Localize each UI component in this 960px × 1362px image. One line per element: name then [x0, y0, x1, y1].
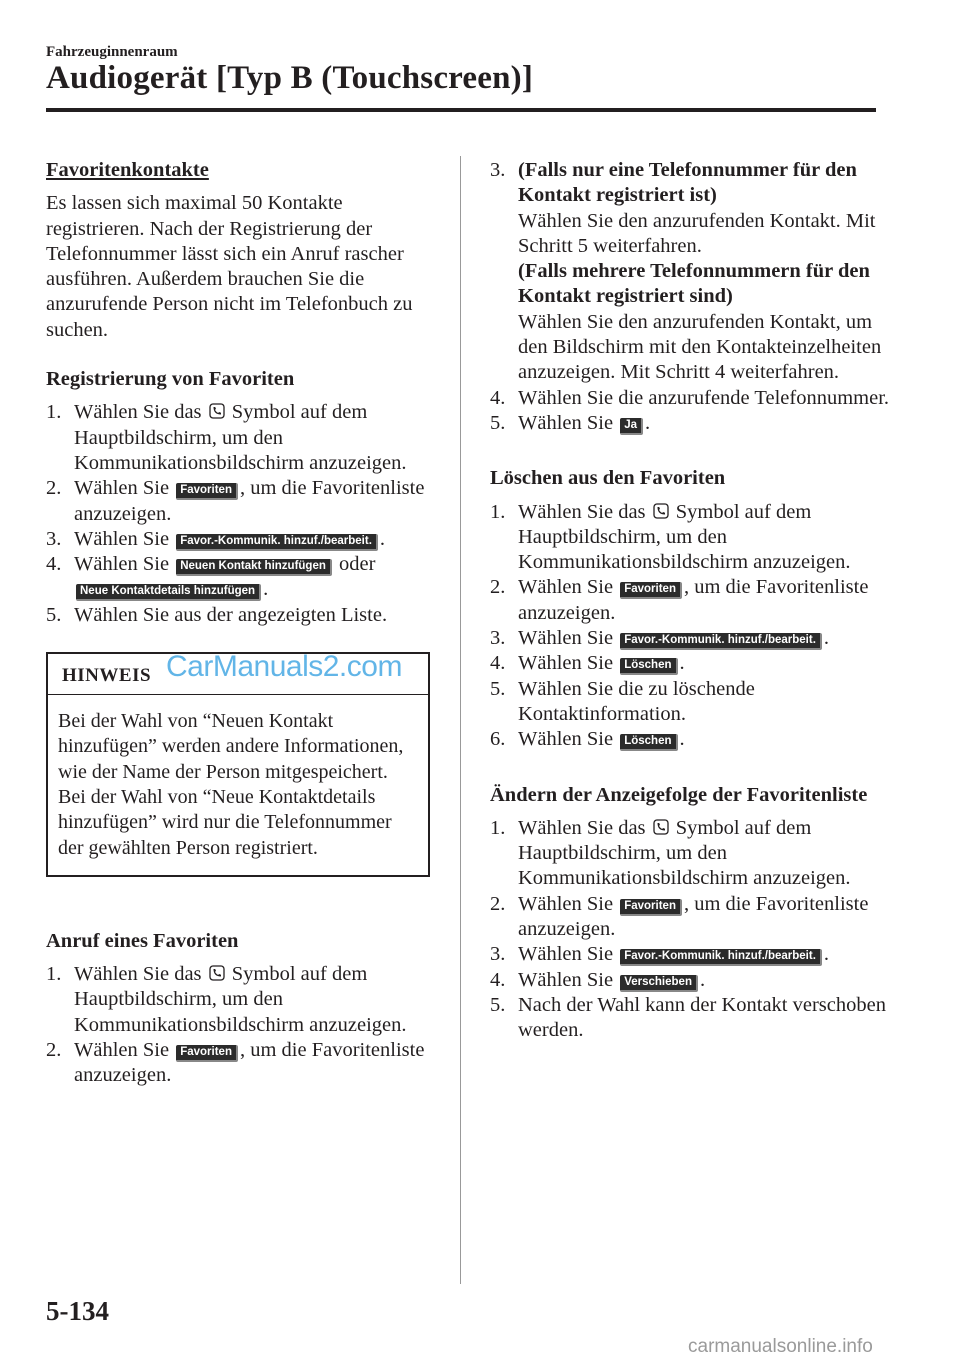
step-text: Wählen Sie die anzurufende Telefonnummer.: [518, 386, 890, 409]
list-item: [46, 552, 436, 603]
favoriten-button[interactable]: Favoriten: [176, 483, 238, 500]
list-item: [490, 626, 890, 651]
step-text: Symbol auf dem Hauptbildschirm, um den Kommunikationsbildschirm anzuzeigen.: [518, 500, 851, 574]
call-steps: [46, 962, 436, 1088]
step-text: Wählen Sie das: [518, 816, 646, 839]
list-item: [490, 386, 890, 411]
step-number: 1.: [490, 500, 506, 523]
list-item: [46, 603, 436, 628]
header-rule: [46, 108, 876, 112]
step-number: 1.: [46, 401, 62, 424]
favoriten-button[interactable]: Favoriten: [620, 582, 682, 599]
column-divider: [460, 156, 461, 1284]
list-item: [46, 1038, 436, 1089]
step-text: Wählen Sie das: [74, 401, 202, 424]
step-text: Wählen Sie: [518, 728, 614, 751]
step-text: .: [699, 968, 706, 991]
ja-button[interactable]: Ja: [620, 418, 643, 435]
note-body: Bei der Wahl von “Neuen Kontakt hinzufügen” werden andere Informationen, wie der Name der Person mitgespeichert. Bei der Wahl von “Neue Kontaktdetails hinzufügen” wird nur die Telefonnummer der gewählten Person registriert.: [58, 710, 404, 859]
step-text: , um die Favoritenliste anzuzeigen.: [518, 892, 869, 941]
step-number: 5.: [490, 677, 506, 700]
step-number: 2.: [46, 1039, 62, 1062]
page-number: 5-134: [46, 1296, 109, 1326]
list-item: [46, 400, 436, 476]
heading-call-favorite: Anruf eines Favoriten: [46, 929, 239, 952]
step-text: , um die Favoritenliste anzuzeigen.: [518, 576, 869, 624]
list-item: [490, 993, 890, 1044]
list-item: [490, 727, 890, 752]
step-text: Nach der Wahl kann der Kontakt verschoben werden.: [518, 993, 886, 1042]
step-text: , um die Favoritenliste anzuzeigen.: [74, 477, 425, 525]
phone-icon: [209, 401, 225, 417]
order-steps: [490, 816, 890, 1044]
step-number: 5.: [490, 993, 506, 1016]
list-item: [490, 651, 890, 676]
phone-icon: [653, 817, 669, 833]
phone-icon: [653, 501, 669, 517]
list-item: [490, 942, 890, 967]
verschieben-button[interactable]: Verschieben: [620, 975, 698, 992]
call-steps-continued: [490, 158, 890, 436]
add-edit-favorites-button[interactable]: Favor.-Kommunik. hinzuf./bearbeit.: [620, 949, 822, 966]
list-item: [490, 411, 890, 436]
step-text: .: [679, 728, 685, 751]
heading-delete-favorites: Löschen aus den Favoriten: [490, 467, 726, 490]
list-item: [490, 892, 890, 943]
step-text: , um die Favoritenliste anzuzeigen.: [74, 1039, 425, 1087]
step-text: Wählen Sie: [74, 477, 170, 500]
step-text: Wählen Sie: [518, 627, 614, 650]
heading-register: Registrierung von Favoriten: [46, 368, 295, 391]
step-text: .: [379, 527, 386, 550]
watermark-logo: CarManuals2.com: [166, 650, 402, 684]
step-number: 2.: [46, 477, 62, 500]
step-text: Symbol auf dem Hauptbildschirm, um den Kommunikationsbildschirm anzuzeigen.: [74, 963, 407, 1036]
step-number: 2.: [490, 576, 506, 599]
step-number: 1.: [490, 816, 506, 839]
add-edit-favorites-button[interactable]: Favor.-Kommunik. hinzuf./bearbeit.: [176, 534, 378, 551]
step-text: Wählen Sie: [518, 576, 614, 599]
step-text: Wählen Sie: [518, 652, 614, 675]
step-number: 4.: [490, 386, 506, 409]
list-item: [490, 677, 890, 728]
add-edit-favorites-button[interactable]: Favor.-Kommunik. hinzuf./bearbeit.: [620, 633, 822, 650]
add-new-contact-button[interactable]: Neuen Kontakt hinzufügen: [176, 559, 332, 576]
list-item: [490, 500, 890, 576]
step-number: 5.: [46, 603, 62, 626]
right-column: [490, 158, 890, 1044]
step-text: Wählen Sie das: [74, 963, 202, 986]
add-new-contact-details-button[interactable]: Neue Kontaktdetails hinzufügen: [76, 584, 261, 601]
step-number: 1.: [46, 963, 62, 986]
step-number: 4.: [46, 553, 62, 576]
step-number: 3.: [490, 943, 506, 966]
step-text: .: [263, 578, 269, 601]
step-text: Wählen Sie das: [518, 500, 646, 523]
favoriten-button[interactable]: Favoriten: [620, 899, 682, 916]
step-number: 4.: [490, 968, 506, 991]
left-column: [46, 158, 436, 1089]
step-text: Wählen Sie: [74, 527, 170, 550]
loeschen-button[interactable]: Löschen: [620, 658, 677, 675]
list-item: [490, 158, 890, 386]
step-text: Wählen Sie: [74, 553, 170, 576]
loeschen-button[interactable]: Löschen: [620, 734, 677, 751]
step-text: .: [823, 943, 830, 966]
step-text: Wählen Sie: [518, 943, 614, 966]
watermark-footer: carmanualsonline.info: [688, 1336, 873, 1357]
intro-paragraph: Es lassen sich maximal 50 Kontakte registrieren. Nach der Registrierung der Telefonnummer lässt sich ein Anruf rascher ausführen. Außerdem brauchen Sie die anzurufende Person nicht im Telefonbuch zu suchen.: [46, 192, 413, 341]
note-title: HINWEIS: [62, 665, 152, 687]
list-item: [46, 527, 436, 552]
step-number: 5.: [490, 411, 506, 434]
note-header: [48, 650, 428, 695]
step-number: 3.: [490, 159, 506, 181]
step-condition: (Falls nur eine Telefonnummer für den Kontakt registriert ist): [518, 159, 857, 207]
step-text: Wählen Sie den anzurufenden Kontakt. Mit Schritt 5 weiterfahren.: [518, 209, 876, 257]
step-text: Wählen Sie: [518, 968, 614, 991]
list-item: [46, 962, 436, 1038]
step-condition: (Falls mehrere Telefonnummern für den Kontakt registriert sind): [518, 260, 870, 308]
favoriten-button[interactable]: Favoriten: [176, 1045, 238, 1062]
page-title: Audiogerät [Typ B (Touchscreen)]: [46, 60, 534, 96]
list-item: [490, 816, 890, 892]
phone-icon: [209, 963, 225, 979]
list-item: [490, 968, 890, 993]
step-text: .: [823, 627, 830, 650]
step-text: Symbol auf dem Hauptbildschirm, um den Kommunikationsbildschirm anzuzeigen.: [518, 816, 851, 890]
step-text: Symbol auf dem Hauptbildschirm, um den Kommunikationsbildschirm anzuzeigen.: [74, 401, 407, 474]
step-number: 6.: [490, 728, 506, 751]
step-number: 3.: [490, 627, 506, 650]
heading-favorite-contacts: Favoritenkontakte: [46, 159, 209, 181]
section-label: Fahrzeuginnenraum: [46, 44, 178, 60]
register-steps: [46, 400, 436, 628]
step-text: Wählen Sie: [74, 1039, 170, 1062]
list-item: [46, 476, 436, 527]
list-item: [490, 575, 890, 626]
step-text: .: [679, 652, 685, 675]
delete-steps: [490, 500, 890, 753]
step-number: 2.: [490, 892, 506, 915]
note-box: [46, 652, 430, 877]
step-number: 3.: [46, 527, 62, 550]
step-text: Wählen Sie die zu löschende Kontaktinformation.: [518, 677, 755, 725]
heading-change-order: Ändern der Anzeigefolge der Favoritenliste: [490, 783, 868, 806]
step-text: oder: [339, 553, 376, 576]
step-text: Wählen Sie den anzurufenden Kontakt, um den Bildschirm mit den Kontakteinzelheiten anzuzeigen. Mit Schritt 4 weiterfahren.: [518, 310, 882, 384]
step-text: Wählen Sie: [518, 892, 614, 915]
step-text: .: [645, 411, 651, 434]
step-number: 4.: [490, 652, 506, 675]
step-text: Wählen Sie: [518, 411, 614, 434]
step-text: Wählen Sie aus der angezeigten Liste.: [74, 603, 388, 626]
